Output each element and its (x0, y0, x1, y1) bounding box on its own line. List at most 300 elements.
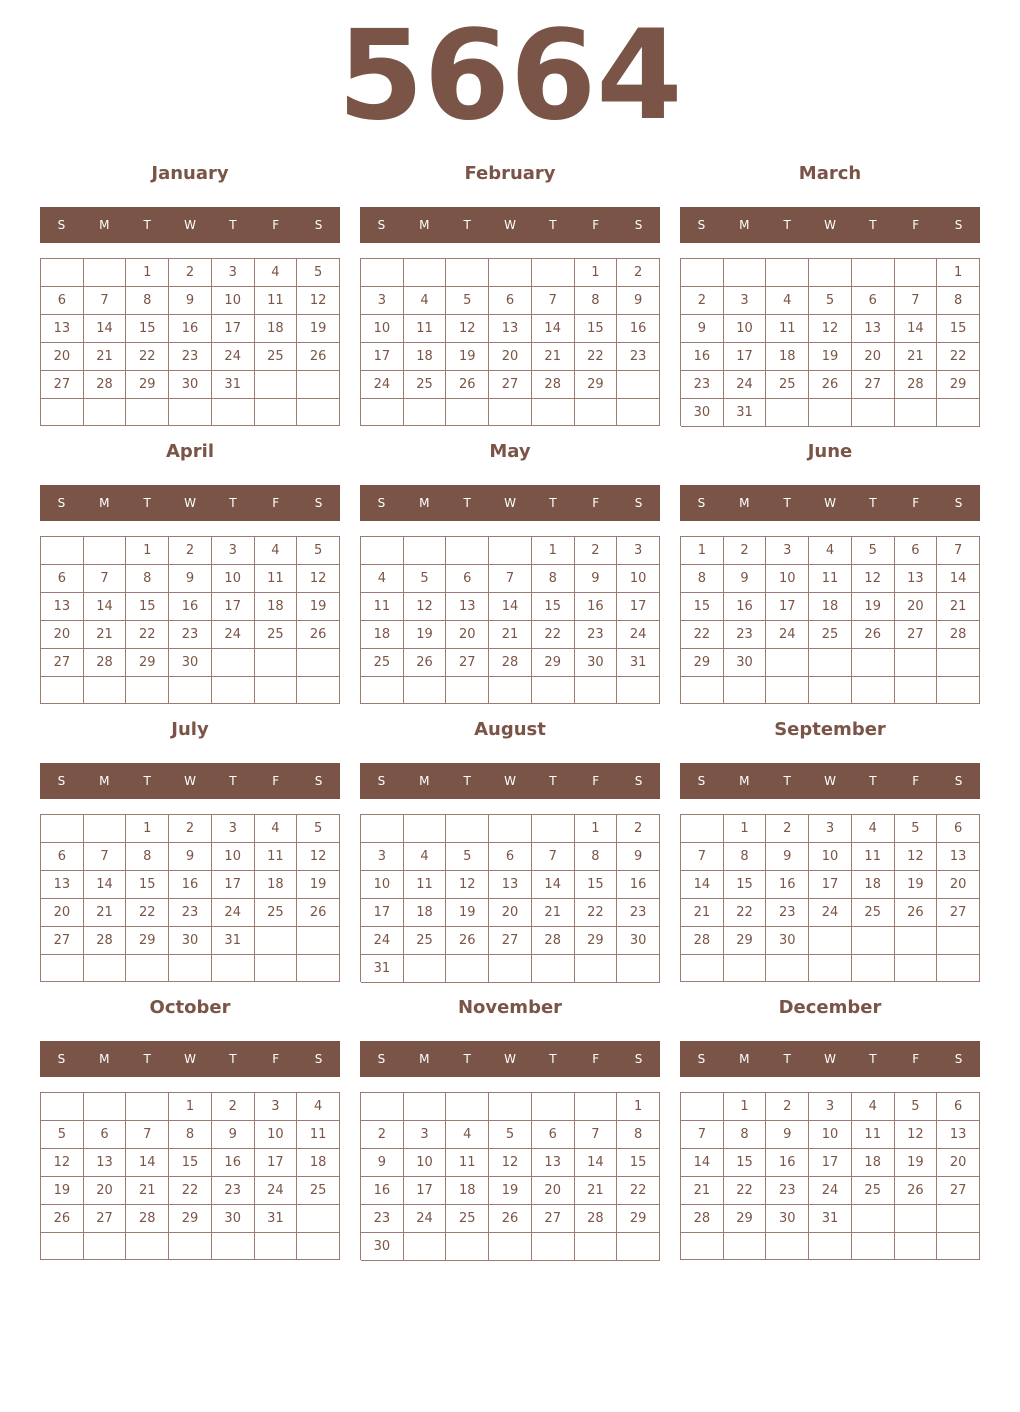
empty-day-cell (126, 955, 169, 982)
empty-day-cell (766, 677, 809, 704)
day-cell: 12 (446, 315, 489, 343)
day-cell: 19 (489, 1177, 532, 1205)
weekday-header (360, 1041, 660, 1077)
empty-day-cell (361, 677, 404, 704)
day-cell: 12 (489, 1149, 532, 1177)
empty-day-cell (724, 1233, 767, 1260)
weekday-label: F (272, 774, 280, 788)
empty-day-cell (617, 1233, 660, 1261)
day-cell: 27 (937, 899, 980, 927)
empty-day-cell (446, 1093, 489, 1121)
day-grid (680, 258, 980, 426)
day-cell: 5 (446, 843, 489, 871)
weekday-label: W (504, 496, 516, 510)
day-cell: 25 (404, 371, 447, 399)
empty-day-cell (361, 399, 404, 426)
day-cell: 19 (404, 621, 447, 649)
month-name: January (151, 163, 229, 184)
day-cell: 3 (212, 259, 255, 287)
day-cell: 1 (937, 259, 980, 287)
day-cell: 2 (766, 815, 809, 843)
empty-day-cell (446, 259, 489, 287)
day-cell: 10 (809, 1121, 852, 1149)
day-cell: 4 (255, 259, 298, 287)
day-cell: 10 (212, 287, 255, 315)
weekday-header (360, 207, 660, 243)
day-cell: 31 (212, 371, 255, 399)
weekday-label: T (143, 774, 151, 788)
day-cell: 21 (681, 1177, 724, 1205)
day-cell: 23 (361, 1205, 404, 1233)
empty-day-cell (84, 537, 127, 565)
empty-day-cell (724, 677, 767, 704)
day-cell: 30 (361, 1233, 404, 1261)
day-grid (360, 258, 660, 426)
day-cell: 24 (212, 899, 255, 927)
weekday-label: W (824, 774, 836, 788)
weekday-label: F (272, 496, 280, 510)
day-cell: 25 (255, 899, 298, 927)
day-cell: 3 (361, 843, 404, 871)
day-cell: 23 (212, 1177, 255, 1205)
day-cell: 29 (532, 649, 575, 677)
day-cell: 10 (724, 315, 767, 343)
empty-day-cell (895, 259, 938, 287)
day-cell: 23 (169, 621, 212, 649)
day-cell: 15 (724, 1149, 767, 1177)
weekday-header (680, 1041, 980, 1077)
empty-day-cell (895, 677, 938, 704)
day-cell: 10 (361, 871, 404, 899)
day-cell: 19 (446, 343, 489, 371)
day-cell: 24 (212, 343, 255, 371)
empty-day-cell (41, 1093, 84, 1121)
day-cell: 2 (766, 1093, 809, 1121)
day-cell: 29 (575, 927, 618, 955)
empty-day-cell (361, 537, 404, 565)
day-cell: 24 (617, 621, 660, 649)
weekday-label: S (314, 774, 323, 788)
day-cell: 26 (895, 1177, 938, 1205)
day-cell: 18 (404, 899, 447, 927)
empty-day-cell (895, 649, 938, 677)
day-cell: 14 (489, 593, 532, 621)
day-cell: 30 (575, 649, 618, 677)
weekday-label: T (869, 218, 877, 232)
day-cell: 25 (852, 899, 895, 927)
day-cell: 6 (937, 815, 980, 843)
day-grid (680, 1092, 980, 1260)
day-cell: 7 (532, 843, 575, 871)
year-title: 5664 (337, 4, 683, 148)
day-cell: 8 (724, 1121, 767, 1149)
day-cell: 8 (169, 1121, 212, 1149)
empty-day-cell (575, 955, 618, 983)
weekday-label: S (954, 496, 963, 510)
day-cell: 28 (84, 371, 127, 399)
day-cell: 11 (361, 593, 404, 621)
day-cell: 11 (809, 565, 852, 593)
day-cell: 3 (212, 815, 255, 843)
day-cell: 1 (126, 259, 169, 287)
weekday-label: T (463, 1052, 471, 1066)
weekday-label: M (419, 218, 430, 232)
weekday-label: S (954, 218, 963, 232)
month-name: August (474, 719, 546, 740)
month-name: June (807, 441, 853, 462)
day-cell: 29 (937, 371, 980, 399)
day-cell: 21 (126, 1177, 169, 1205)
day-cell: 29 (126, 649, 169, 677)
day-cell: 6 (84, 1121, 127, 1149)
day-cell: 31 (617, 649, 660, 677)
day-cell: 27 (532, 1205, 575, 1233)
day-cell: 2 (724, 537, 767, 565)
day-cell: 21 (84, 899, 127, 927)
empty-day-cell (446, 815, 489, 843)
weekday-label: T (143, 218, 151, 232)
empty-day-cell (489, 677, 532, 704)
day-cell: 11 (404, 871, 447, 899)
day-cell: 26 (895, 899, 938, 927)
weekday-label: T (229, 1052, 237, 1066)
empty-day-cell (126, 677, 169, 704)
day-cell: 3 (212, 537, 255, 565)
empty-day-cell (532, 399, 575, 426)
empty-day-cell (852, 399, 895, 427)
weekday-label: S (697, 774, 706, 788)
day-cell: 7 (895, 287, 938, 315)
empty-day-cell (126, 1233, 169, 1260)
day-cell: 2 (681, 287, 724, 315)
weekday-label: T (783, 218, 791, 232)
day-cell: 21 (575, 1177, 618, 1205)
day-cell: 15 (532, 593, 575, 621)
day-cell: 17 (255, 1149, 298, 1177)
empty-day-cell (852, 927, 895, 955)
day-cell: 8 (575, 843, 618, 871)
day-cell: 9 (766, 1121, 809, 1149)
empty-day-cell (446, 537, 489, 565)
day-cell: 20 (895, 593, 938, 621)
empty-day-cell (809, 649, 852, 677)
day-cell: 12 (895, 1121, 938, 1149)
weekday-label: T (549, 1052, 557, 1066)
weekday-label: T (463, 774, 471, 788)
day-cell: 25 (361, 649, 404, 677)
day-cell: 10 (361, 315, 404, 343)
empty-day-cell (809, 955, 852, 982)
empty-day-cell (212, 399, 255, 426)
day-cell: 6 (41, 287, 84, 315)
weekday-label: T (463, 496, 471, 510)
day-cell: 29 (724, 1205, 767, 1233)
day-cell: 2 (575, 537, 618, 565)
empty-day-cell (895, 399, 938, 427)
day-cell: 21 (84, 343, 127, 371)
day-cell: 22 (126, 343, 169, 371)
weekday-header (40, 485, 340, 521)
month-name: May (489, 441, 531, 462)
day-cell: 23 (617, 899, 660, 927)
day-cell: 1 (126, 815, 169, 843)
weekday-label: S (634, 218, 643, 232)
empty-day-cell (766, 649, 809, 677)
weekday-label: S (634, 774, 643, 788)
day-cell: 6 (489, 843, 532, 871)
day-cell: 6 (895, 537, 938, 565)
empty-day-cell (895, 955, 938, 982)
day-cell: 21 (532, 343, 575, 371)
empty-day-cell (532, 1093, 575, 1121)
day-cell: 20 (84, 1177, 127, 1205)
empty-day-cell (532, 259, 575, 287)
day-cell: 22 (126, 621, 169, 649)
day-cell: 22 (724, 899, 767, 927)
day-cell: 9 (724, 565, 767, 593)
weekday-label: T (143, 496, 151, 510)
month-name: February (464, 163, 556, 184)
empty-day-cell (852, 259, 895, 287)
day-cell: 10 (255, 1121, 298, 1149)
day-cell: 2 (169, 815, 212, 843)
weekday-label: W (504, 1052, 516, 1066)
day-cell: 5 (489, 1121, 532, 1149)
empty-day-cell (84, 955, 127, 982)
weekday-label: S (314, 1052, 323, 1066)
day-cell: 19 (809, 343, 852, 371)
day-cell: 7 (575, 1121, 618, 1149)
weekday-label: W (184, 1052, 196, 1066)
day-cell: 18 (766, 343, 809, 371)
weekday-label: S (634, 496, 643, 510)
weekday-label: T (229, 218, 237, 232)
day-cell: 19 (446, 899, 489, 927)
day-cell: 22 (575, 899, 618, 927)
day-cell: 26 (297, 621, 340, 649)
day-cell: 23 (766, 899, 809, 927)
day-cell: 24 (809, 899, 852, 927)
day-cell: 4 (809, 537, 852, 565)
day-cell: 28 (937, 621, 980, 649)
empty-day-cell (937, 399, 980, 427)
empty-day-cell (446, 1233, 489, 1261)
day-cell: 16 (169, 871, 212, 899)
day-cell: 24 (255, 1177, 298, 1205)
day-cell: 3 (255, 1093, 298, 1121)
day-cell: 12 (852, 565, 895, 593)
day-cell: 18 (361, 621, 404, 649)
day-cell: 30 (681, 399, 724, 427)
day-cell: 21 (84, 621, 127, 649)
day-cell: 12 (404, 593, 447, 621)
empty-day-cell (681, 815, 724, 843)
weekday-label: M (739, 496, 750, 510)
day-cell: 7 (937, 537, 980, 565)
weekday-label: W (824, 218, 836, 232)
day-cell: 16 (724, 593, 767, 621)
day-cell: 5 (446, 287, 489, 315)
day-cell: 19 (895, 871, 938, 899)
day-cell: 2 (212, 1093, 255, 1121)
empty-day-cell (446, 955, 489, 983)
day-cell: 8 (681, 565, 724, 593)
empty-day-cell (532, 677, 575, 704)
day-cell: 3 (617, 537, 660, 565)
day-cell: 25 (766, 371, 809, 399)
empty-day-cell (212, 955, 255, 982)
weekday-header (40, 1041, 340, 1077)
empty-day-cell (212, 1233, 255, 1260)
day-grid (40, 814, 340, 982)
day-cell: 14 (126, 1149, 169, 1177)
day-cell: 18 (404, 343, 447, 371)
day-cell: 24 (766, 621, 809, 649)
day-cell: 16 (681, 343, 724, 371)
day-cell: 13 (41, 315, 84, 343)
empty-day-cell (852, 1233, 895, 1260)
day-cell: 26 (404, 649, 447, 677)
weekday-label: F (592, 218, 600, 232)
empty-day-cell (617, 371, 660, 399)
empty-day-cell (766, 399, 809, 427)
empty-day-cell (404, 259, 447, 287)
month-name: October (149, 997, 231, 1018)
day-cell: 8 (724, 843, 767, 871)
empty-day-cell (126, 399, 169, 426)
day-cell: 9 (617, 287, 660, 315)
day-cell: 5 (297, 537, 340, 565)
day-cell: 13 (489, 315, 532, 343)
day-cell: 12 (446, 871, 489, 899)
day-cell: 15 (126, 315, 169, 343)
day-cell: 27 (446, 649, 489, 677)
month-name: September (774, 719, 886, 740)
day-cell: 31 (809, 1205, 852, 1233)
day-cell: 17 (809, 1149, 852, 1177)
day-cell: 15 (169, 1149, 212, 1177)
day-cell: 12 (41, 1149, 84, 1177)
day-cell: 27 (489, 371, 532, 399)
day-cell: 26 (852, 621, 895, 649)
day-cell: 25 (255, 621, 298, 649)
weekday-label: S (314, 496, 323, 510)
weekday-label: F (592, 1052, 600, 1066)
day-cell: 5 (297, 259, 340, 287)
day-cell: 22 (724, 1177, 767, 1205)
day-cell: 8 (126, 287, 169, 315)
day-cell: 15 (575, 315, 618, 343)
day-cell: 22 (126, 899, 169, 927)
empty-day-cell (724, 955, 767, 982)
day-grid (360, 1092, 660, 1260)
day-cell: 1 (126, 537, 169, 565)
day-cell: 16 (617, 315, 660, 343)
day-cell: 6 (937, 1093, 980, 1121)
day-cell: 14 (575, 1149, 618, 1177)
day-grid (360, 814, 660, 982)
day-cell: 26 (446, 927, 489, 955)
empty-day-cell (404, 399, 447, 426)
day-cell: 14 (895, 315, 938, 343)
empty-day-cell (404, 677, 447, 704)
day-cell: 19 (297, 315, 340, 343)
day-cell: 20 (489, 899, 532, 927)
weekday-label: F (272, 218, 280, 232)
day-cell: 27 (895, 621, 938, 649)
day-cell: 18 (255, 871, 298, 899)
day-cell: 1 (532, 537, 575, 565)
day-cell: 15 (937, 315, 980, 343)
empty-day-cell (489, 259, 532, 287)
day-cell: 10 (212, 843, 255, 871)
day-cell: 26 (297, 899, 340, 927)
weekday-label: S (697, 218, 706, 232)
day-cell: 11 (446, 1149, 489, 1177)
day-cell: 30 (169, 927, 212, 955)
empty-day-cell (255, 371, 298, 399)
day-cell: 22 (681, 621, 724, 649)
weekday-label: W (824, 496, 836, 510)
day-grid (40, 1092, 340, 1260)
day-cell: 5 (809, 287, 852, 315)
day-cell: 1 (724, 815, 767, 843)
day-cell: 4 (255, 537, 298, 565)
empty-day-cell (255, 955, 298, 982)
day-cell: 26 (446, 371, 489, 399)
day-cell: 13 (446, 593, 489, 621)
weekday-label: W (184, 774, 196, 788)
day-cell: 18 (809, 593, 852, 621)
weekday-label: T (783, 1052, 791, 1066)
day-cell: 27 (84, 1205, 127, 1233)
weekday-label: M (99, 774, 110, 788)
day-cell: 21 (532, 899, 575, 927)
empty-day-cell (766, 1233, 809, 1260)
day-cell: 8 (575, 287, 618, 315)
day-cell: 22 (575, 343, 618, 371)
day-cell: 28 (84, 927, 127, 955)
day-cell: 28 (681, 1205, 724, 1233)
day-cell: 22 (937, 343, 980, 371)
day-cell: 11 (404, 315, 447, 343)
empty-day-cell (895, 1233, 938, 1260)
day-cell: 17 (361, 899, 404, 927)
empty-day-cell (852, 955, 895, 982)
weekday-label: S (954, 774, 963, 788)
day-cell: 27 (41, 649, 84, 677)
weekday-header (680, 485, 980, 521)
day-cell: 31 (255, 1205, 298, 1233)
empty-day-cell (41, 815, 84, 843)
day-cell: 14 (937, 565, 980, 593)
day-cell: 2 (169, 259, 212, 287)
empty-day-cell (446, 677, 489, 704)
empty-day-cell (169, 1233, 212, 1260)
day-cell: 20 (937, 871, 980, 899)
day-cell: 8 (126, 565, 169, 593)
day-cell: 30 (169, 371, 212, 399)
day-cell: 14 (532, 871, 575, 899)
day-cell: 25 (852, 1177, 895, 1205)
empty-day-cell (489, 1233, 532, 1261)
month-name: April (165, 441, 215, 462)
weekday-label: T (229, 496, 237, 510)
empty-day-cell (297, 955, 340, 982)
day-grid (360, 536, 660, 704)
weekday-label: W (184, 496, 196, 510)
day-cell: 13 (532, 1149, 575, 1177)
